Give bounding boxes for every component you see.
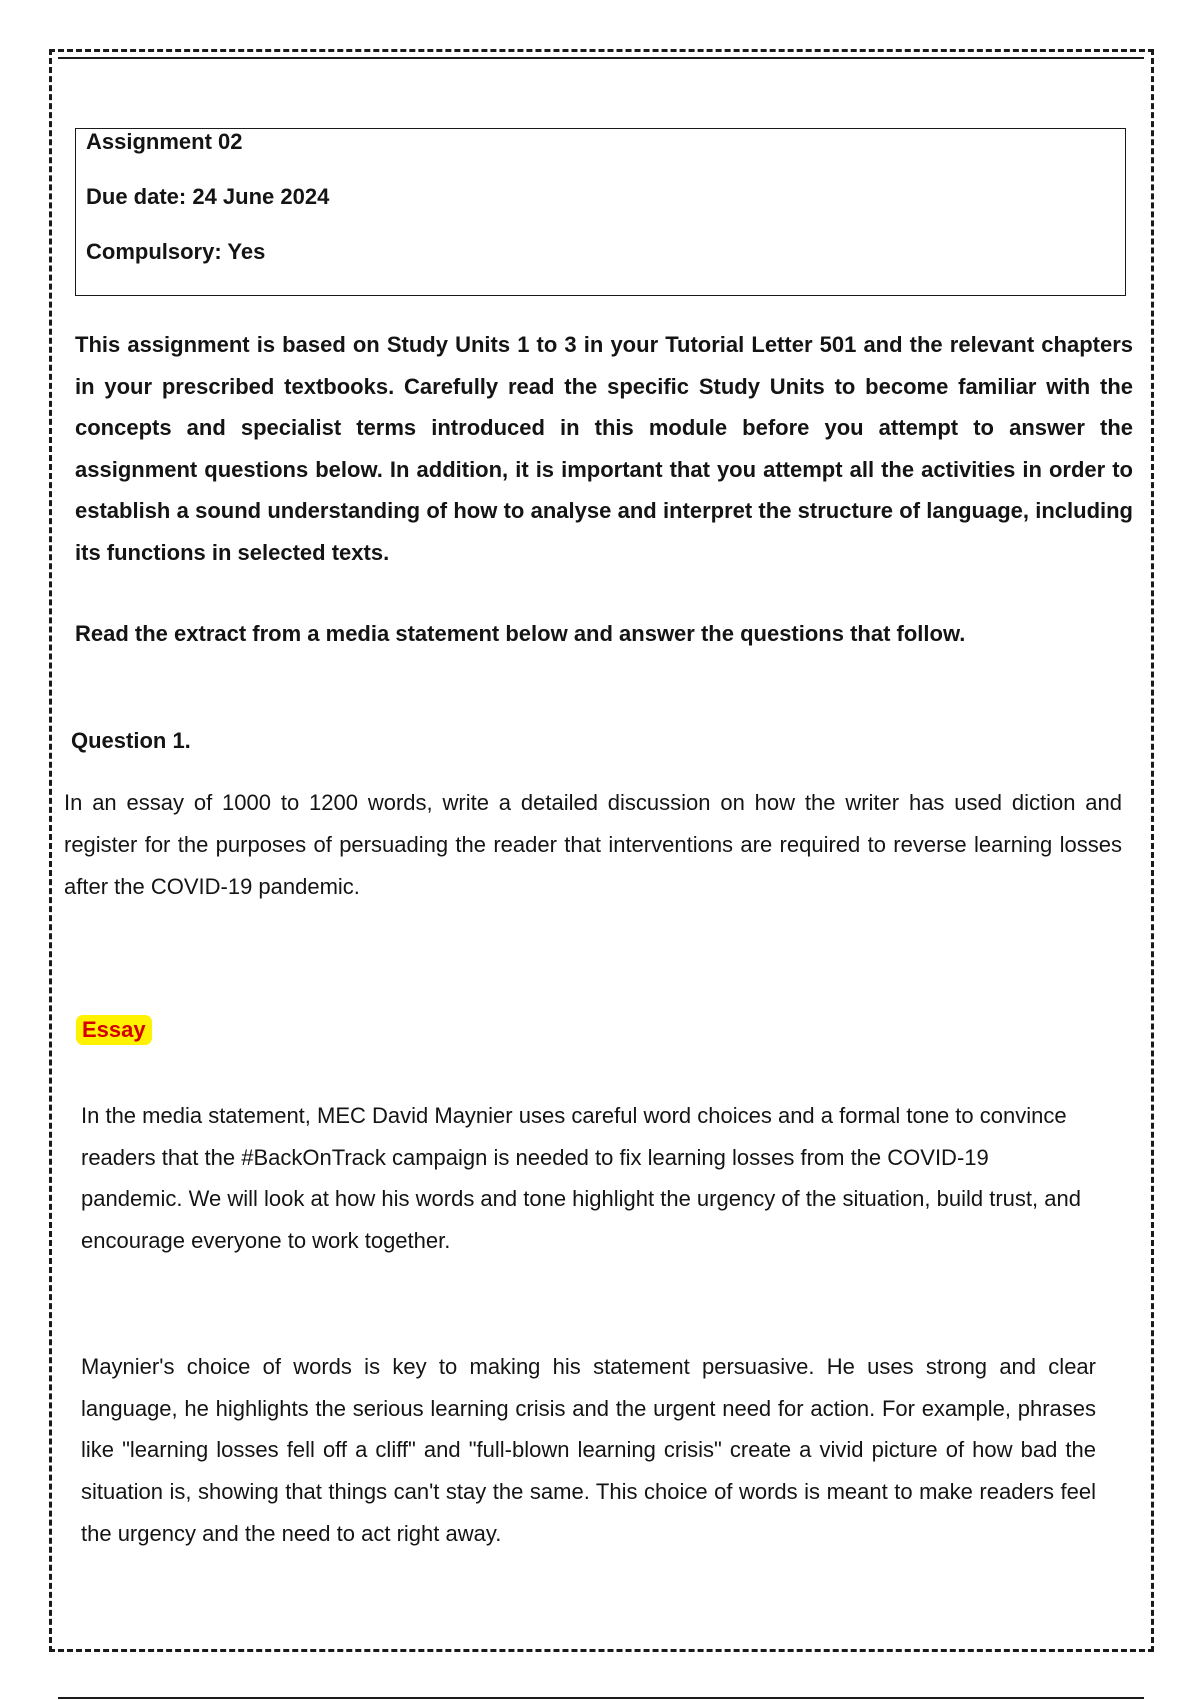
- bottom-rule: [58, 1697, 1144, 1699]
- assignment-title: Assignment 02: [86, 129, 243, 154]
- assignment-info-box: [75, 128, 1126, 296]
- reading-instruction: Read the extract from a media statement below and answer the questions that follow.: [75, 621, 966, 646]
- question-text: In an essay of 1000 to 1200 words, write a detailed discussion on how the writer has used diction and register for the purposes of persuading the reader that interventions are required to reverse learning losses after the COVID-19 pandemic.: [64, 790, 1122, 899]
- essay-paragraph: Maynier's choice of words is key to making his statement persuasive. He uses strong and clear language, he highlights the serious learning crisis and the urgent need for action. For example, phrases like "learning losses fell off a cliff" and "full-blown learning crisis" create a vivid picture of how bad the situation is, showing that things can't stay the same. This choice of words is meant to make readers feel the urgency and the need to act right away.: [81, 1354, 1096, 1546]
- essay-label: Essay: [76, 1015, 152, 1045]
- essay-paragraph: In the media statement, MEC David Maynier uses careful word choices and a formal tone to convince readers that the #BackOnTrack campaign is needed to fix learning losses from the COVID-19 pandemic. We will look at how his words and tone highlight the urgency of the situation, build trust, and encourage everyone to work together.: [81, 1103, 1081, 1254]
- due-date: Due date: 24 June 2024: [86, 184, 330, 209]
- assignment-intro: This assignment is based on Study Units 1 to 3 in your Tutorial Letter 501 and the relevant chapters in your prescribed textbooks. Carefully read the specific Study Units to become familiar with the concepts and specialist terms introduced in this module before you attempt to answer the assignment questions below. In addition, it is important that you attempt all the activities in order to establish a sound understanding of how to analyse and interpret the structure of language, including its functions in selected texts.: [75, 332, 1133, 565]
- top-rule: [58, 57, 1144, 59]
- compulsory-status: Compulsory: Yes: [86, 239, 266, 264]
- question-heading: Question 1.: [71, 728, 191, 753]
